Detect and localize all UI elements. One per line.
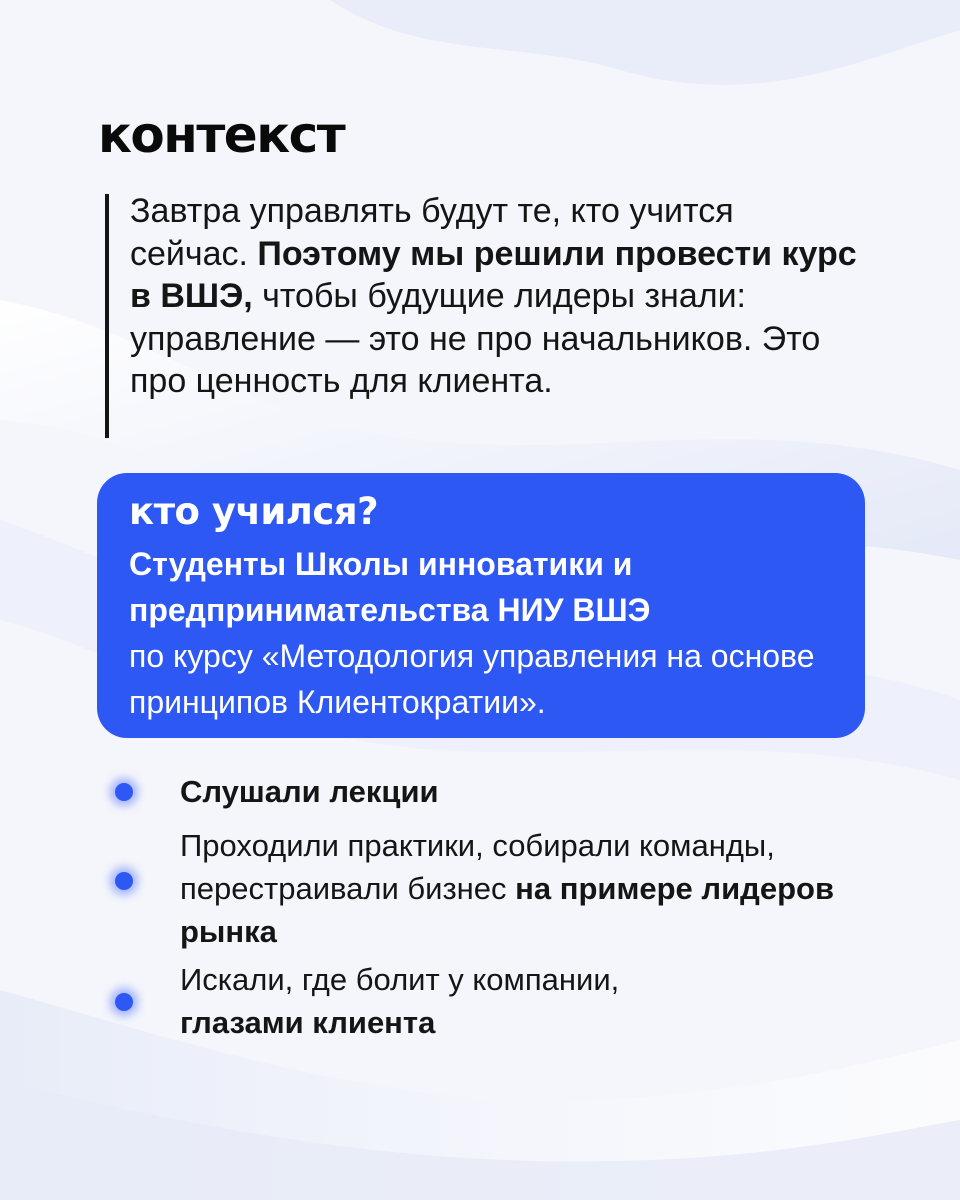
card-title: кто учился?	[129, 490, 379, 533]
list-item-bold: глазами клиента	[180, 1005, 436, 1040]
intro-text	[130, 190, 860, 403]
intro-text-bold: Поэтому мы решили провести курс в ВШЭ,	[130, 234, 857, 315]
bullet-dot	[115, 872, 133, 890]
list-item-text	[180, 958, 920, 1044]
list-item-bold: Слушали лекции	[180, 774, 439, 809]
intro-quote	[105, 190, 865, 438]
list-item-bold: на примере лидеров рынка	[180, 871, 835, 949]
card-text: по курсу «Методология управления на основе принципов Клиентократии».	[129, 638, 815, 720]
list-item-text	[180, 770, 920, 813]
card-bold-text: Студенты Школы инноватики и предпринимательства НИУ ВШЭ	[129, 546, 651, 628]
intro-text-part1: Завтра управлять будут те, кто учится сейчас.	[130, 192, 734, 273]
page-title: контекст	[98, 106, 345, 164]
list-item-regular: Искали, где болит у компании,	[180, 962, 620, 997]
card-body	[129, 541, 865, 725]
bullet-dot	[115, 783, 133, 801]
intro-text-part3: чтобы будущие лидеры знали: управление — это не про начальников. Это про ценность для клиента.	[130, 277, 821, 400]
bullet-dot	[115, 993, 133, 1011]
who-studied-card	[97, 473, 865, 738]
list-item-regular: Проходили практики, собирали команды, перестраивали бизнес	[180, 828, 775, 906]
quote-bar	[105, 194, 109, 438]
list-item-text	[180, 824, 920, 953]
